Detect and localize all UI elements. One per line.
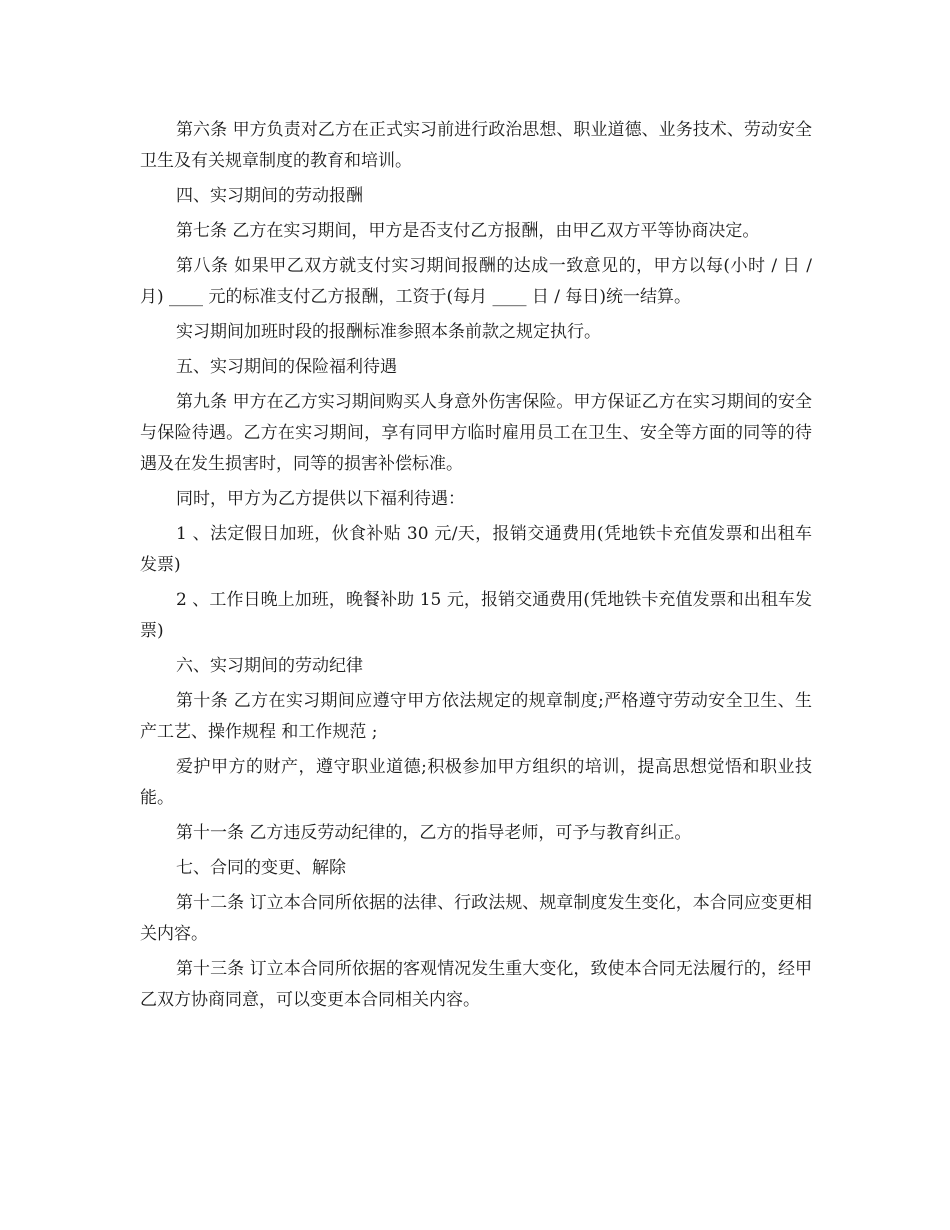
section-heading-4: 四、实习期间的劳动报酬	[176, 186, 363, 206]
clause-11: 第十一条 乙方违反劳动纪律的，乙方的指导老师，可予与教育纠正。	[176, 823, 692, 843]
benefit-item-2: 2 、工作日晚上加班，晚餐补助 15 元，报销交通费用(凭地铁卡充值发票和出租车发票)	[140, 590, 812, 641]
section-heading-7: 七、合同的变更、解除	[176, 858, 346, 878]
benefits-intro: 同时，甲方为乙方提供以下福利待遇：	[176, 489, 465, 509]
section-heading-5: 五、实习期间的保险福利待遇	[176, 357, 397, 377]
clause-12: 第十二条 订立本合同所依据的法律、行政法规、规章制度发生变化，本合同应变更相关内容。	[140, 893, 812, 944]
clause-13: 第十三条 订立本合同所依据的客观情况发生重大变化，致使本合同无法履行的，经甲乙双方协商同意，可以变更本合同相关内容。	[140, 959, 812, 1010]
section-heading-6: 六、实习期间的劳动纪律	[176, 656, 363, 676]
benefit-item-1: 1 、法定假日加班，伙食补贴 30 元/天，报销交通费用(凭地铁卡充值发票和出租车发票)	[140, 524, 812, 575]
document-page	[140, 115, 818, 1020]
clause-10-continued: 爱护甲方的财产，遵守职业道德;积极参加甲方组织的培训，提高思想觉悟和职业技能。	[140, 757, 812, 808]
clause-10: 第十条 乙方在实习期间应遵守甲方依法规定的规章制度;严格遵守劳动安全卫生、生产工艺、操作规程 和工作规范 ;	[140, 691, 812, 742]
clause-7: 第七条 乙方在实习期间，甲方是否支付乙方报酬，由甲乙双方平等协商决定。	[176, 221, 760, 241]
overtime-pay-note: 实习期间加班时段的报酬标准参照本条前款之规定执行。	[176, 322, 601, 342]
clause-8: 第八条 如果甲乙双方就支付实习期间报酬的达成一致意见的，甲方以每(小时 / 日 / 月) ____ 元的标准支付乙方报酬，工资于(每月 ____ 日 / 每日)统一结算。	[140, 256, 818, 307]
clause-6: 第六条 甲方负责对乙方在正式实习前进行政治思想、职业道德、业务技术、劳动安全卫生及有关规章制度的教育和培训。	[140, 120, 812, 171]
clause-9: 第九条 甲方在乙方实习期间购买人身意外伤害保险。甲方保证乙方在实习期间的安全与保险待遇。乙方在实习期间，享有同甲方临时雇用员工在卫生、安全等方面的同等的待遇及在发生损害时，同等的损害补偿标准。	[140, 392, 812, 474]
